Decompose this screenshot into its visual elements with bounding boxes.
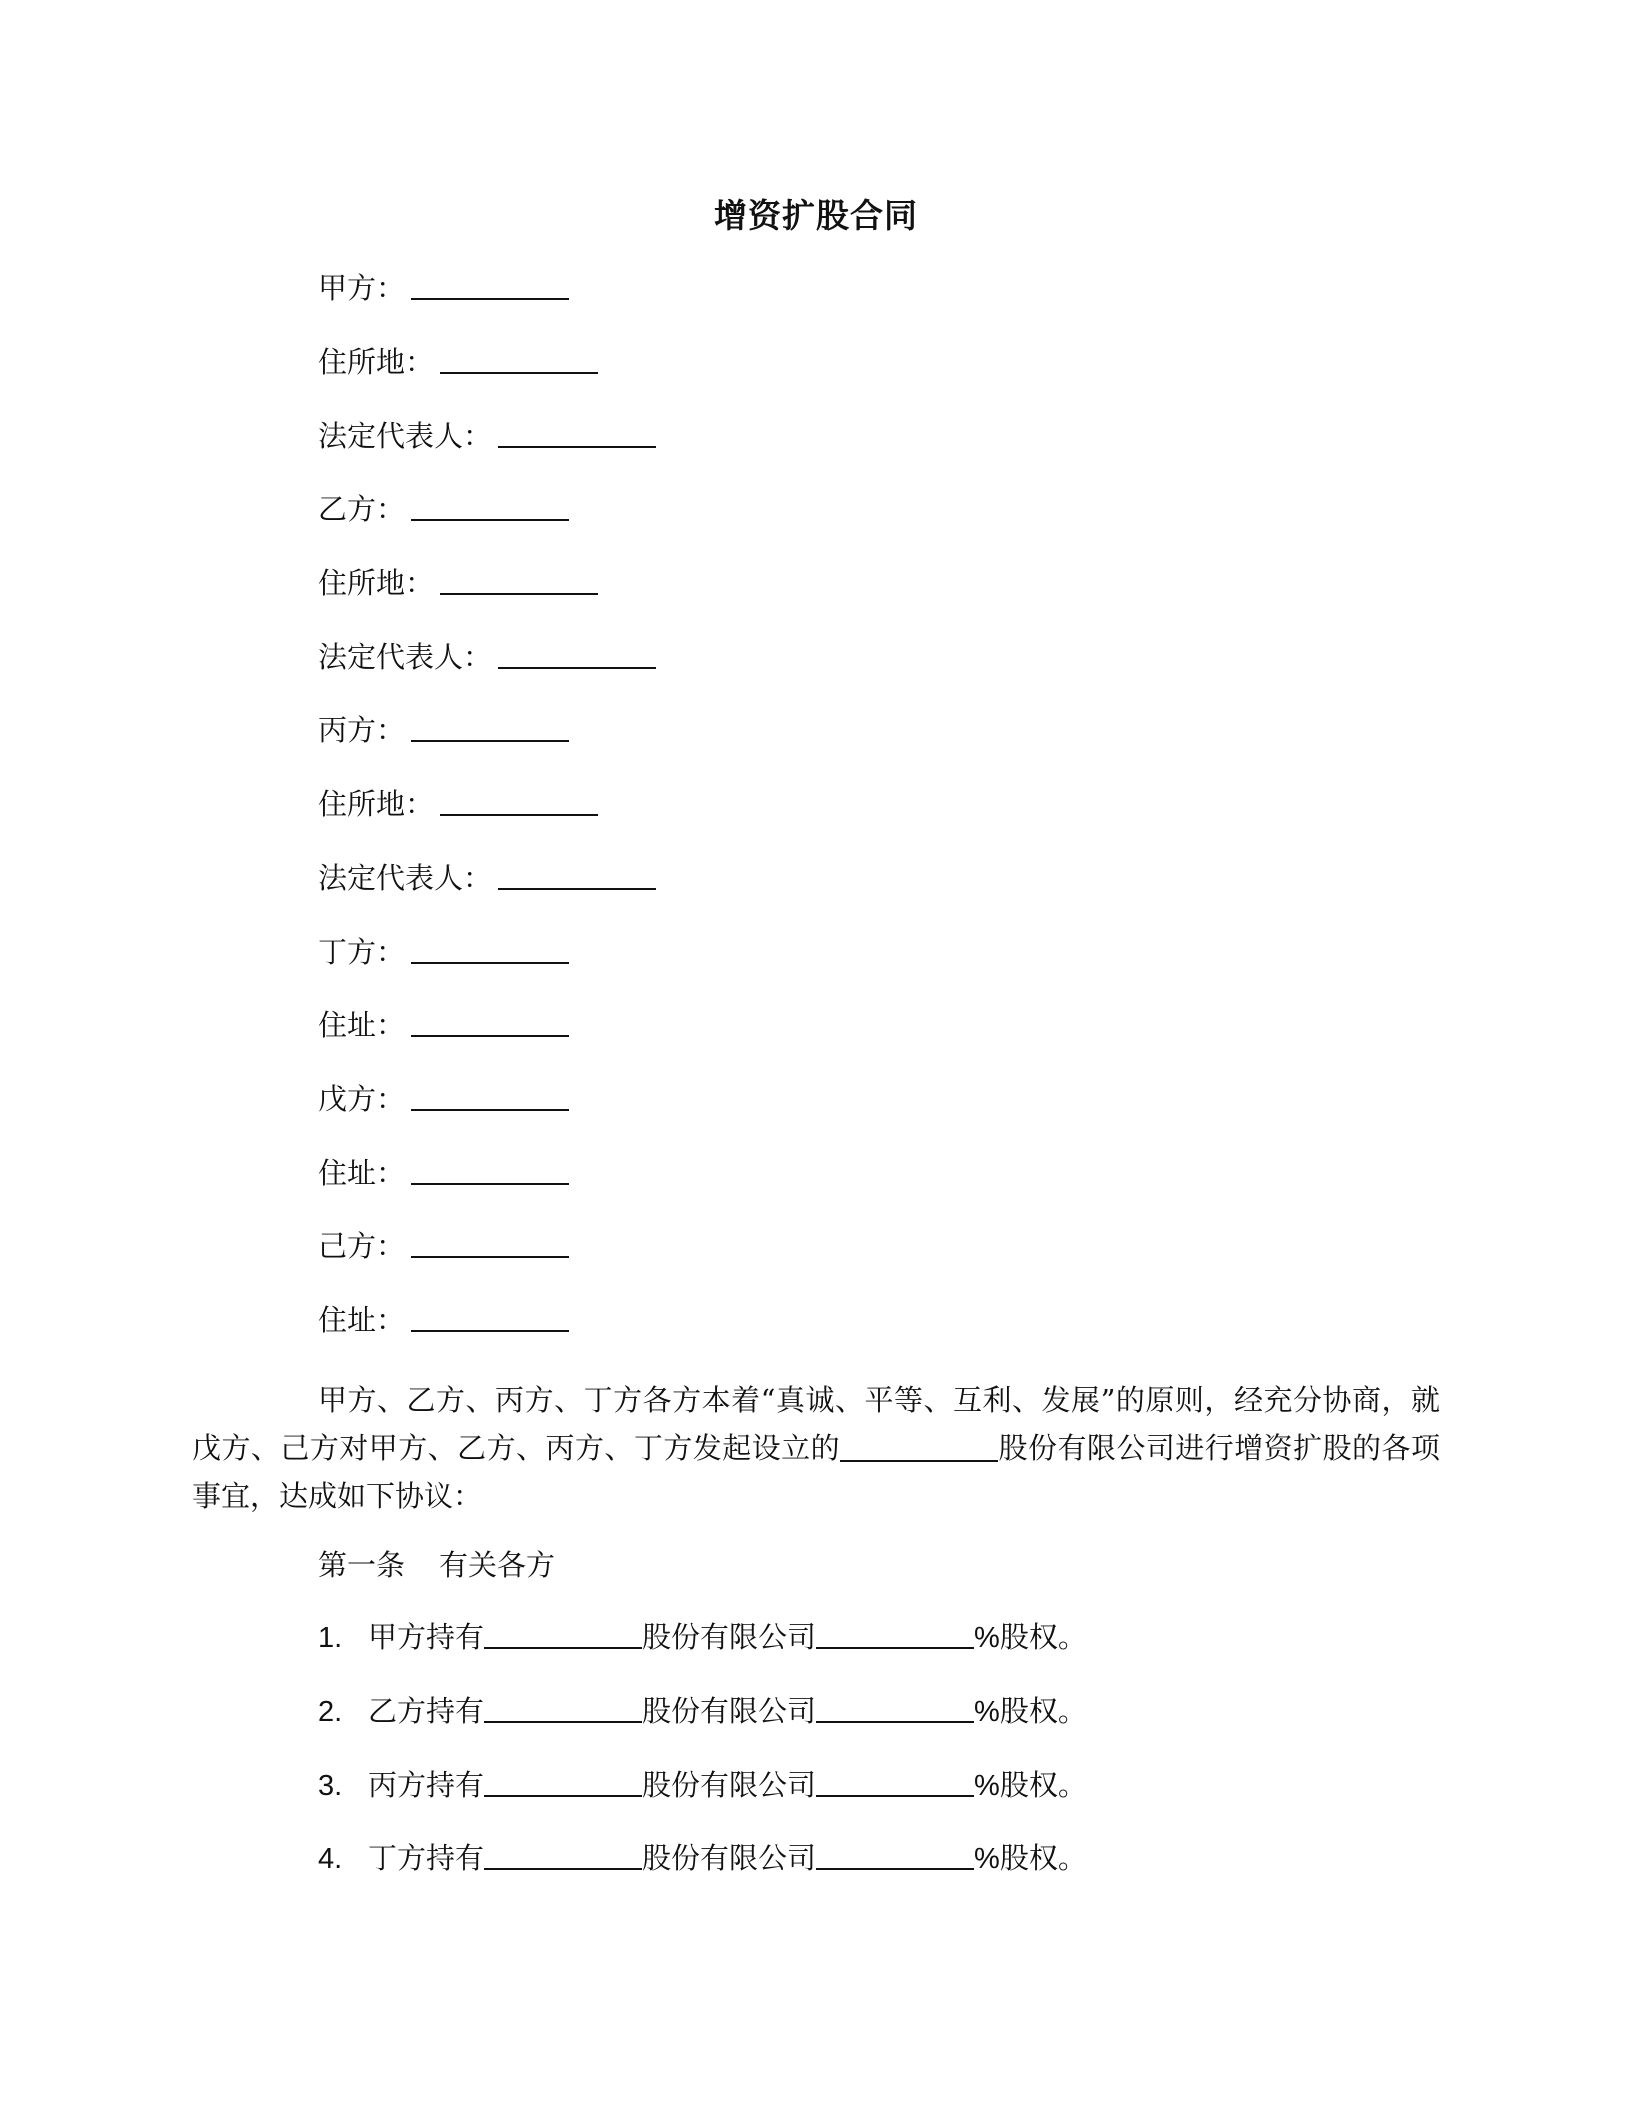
item-company: 股份有限公司 [642, 1620, 817, 1654]
item-tail: 股权。 [999, 1620, 1087, 1654]
item-holder: 甲方持有 [368, 1620, 485, 1654]
party-c-address-row [318, 784, 598, 824]
party-d-address-label: 住址： [318, 1008, 406, 1042]
party-d-label: 丁方： [318, 935, 406, 969]
shareholding-item [318, 1765, 1087, 1806]
shareholding-item [318, 1617, 1087, 1658]
item-holder-blank [484, 1621, 642, 1649]
party-d-address-row [318, 1005, 569, 1045]
party-f-blank [411, 1230, 569, 1258]
party-f-name-row [318, 1226, 569, 1266]
intro-text-part2: 股份有限公司进行增资扩股的各项事宜，达成如下协议： [192, 1431, 1440, 1513]
party-a-representative-blank [498, 420, 656, 448]
intro-text-part1: 甲方、乙方、丙方、丁方各方本着“真诚、平等、互利、发展”的原则，经充分协商，就戊方、己方对甲方、乙方、丙方、丁方发起设立的 [192, 1383, 1440, 1465]
item-holder-blank [484, 1769, 642, 1797]
section-number: 第一条 [318, 1548, 406, 1582]
party-b-blank [411, 493, 569, 521]
item-percent-blank [816, 1842, 974, 1870]
party-e-address-blank [411, 1157, 569, 1185]
party-c-address-blank [440, 788, 598, 816]
section-heading [318, 1545, 555, 1585]
party-b-representative-label: 法定代表人： [318, 640, 493, 674]
party-a-address-row [318, 342, 598, 382]
party-b-address-row [318, 563, 598, 603]
party-a-address-blank [440, 346, 598, 374]
item-percent-sign: % [974, 1622, 1000, 1654]
party-b-address-blank [440, 567, 598, 595]
item-number: 4. [318, 1843, 343, 1875]
party-c-representative-blank [498, 862, 656, 890]
document-title: 增资扩股合同 [714, 196, 918, 235]
item-tail: 股权。 [999, 1694, 1087, 1728]
party-c-representative-row [318, 858, 656, 898]
party-f-address-blank [411, 1304, 569, 1332]
party-a-name-row [318, 268, 569, 308]
party-a-representative-label: 法定代表人： [318, 419, 493, 453]
item-number: 1. [318, 1622, 343, 1654]
item-tail: 股权。 [999, 1841, 1087, 1875]
party-a-address-label: 住所地： [318, 345, 435, 379]
item-company: 股份有限公司 [642, 1768, 817, 1802]
item-holder: 乙方持有 [368, 1694, 485, 1728]
item-holder-blank [484, 1842, 642, 1870]
party-d-address-blank [411, 1009, 569, 1037]
party-a-label: 甲方： [318, 271, 406, 305]
item-holder-blank [484, 1695, 642, 1723]
party-e-label: 戊方： [318, 1082, 406, 1116]
party-e-address-label: 住址： [318, 1156, 406, 1190]
party-b-address-label: 住所地： [318, 566, 435, 600]
party-a-blank [411, 272, 569, 300]
item-percent-blank [816, 1621, 974, 1649]
shareholding-item [318, 1838, 1087, 1879]
party-f-address-row [318, 1300, 569, 1340]
party-c-label: 丙方： [318, 713, 406, 747]
item-tail: 股权。 [999, 1768, 1087, 1802]
item-percent-sign: % [974, 1770, 1000, 1802]
intro-company-blank [840, 1434, 998, 1462]
party-c-blank [411, 714, 569, 742]
section-title: 有关各方 [439, 1548, 556, 1582]
party-c-name-row [318, 710, 569, 750]
shareholding-item [318, 1691, 1087, 1732]
party-d-blank [411, 936, 569, 964]
party-f-address-label: 住址： [318, 1303, 406, 1337]
intro-paragraph [192, 1376, 1440, 1520]
party-f-label: 己方： [318, 1229, 406, 1263]
party-a-representative-row [318, 416, 656, 456]
item-company: 股份有限公司 [642, 1841, 817, 1875]
party-b-name-row [318, 489, 569, 529]
item-company: 股份有限公司 [642, 1694, 817, 1728]
item-holder: 丙方持有 [368, 1768, 485, 1802]
party-c-address-label: 住所地： [318, 787, 435, 821]
party-b-representative-blank [498, 641, 656, 669]
party-e-address-row [318, 1153, 569, 1193]
party-c-representative-label: 法定代表人： [318, 861, 493, 895]
item-number: 3. [318, 1770, 343, 1802]
item-holder: 丁方持有 [368, 1841, 485, 1875]
party-e-blank [411, 1083, 569, 1111]
party-b-representative-row [318, 637, 656, 677]
item-percent-sign: % [974, 1696, 1000, 1728]
item-percent-sign: % [974, 1843, 1000, 1875]
item-number: 2. [318, 1696, 343, 1728]
item-percent-blank [816, 1769, 974, 1797]
party-b-label: 乙方： [318, 492, 406, 526]
party-d-name-row [318, 932, 569, 972]
party-e-name-row [318, 1079, 569, 1119]
item-percent-blank [816, 1695, 974, 1723]
